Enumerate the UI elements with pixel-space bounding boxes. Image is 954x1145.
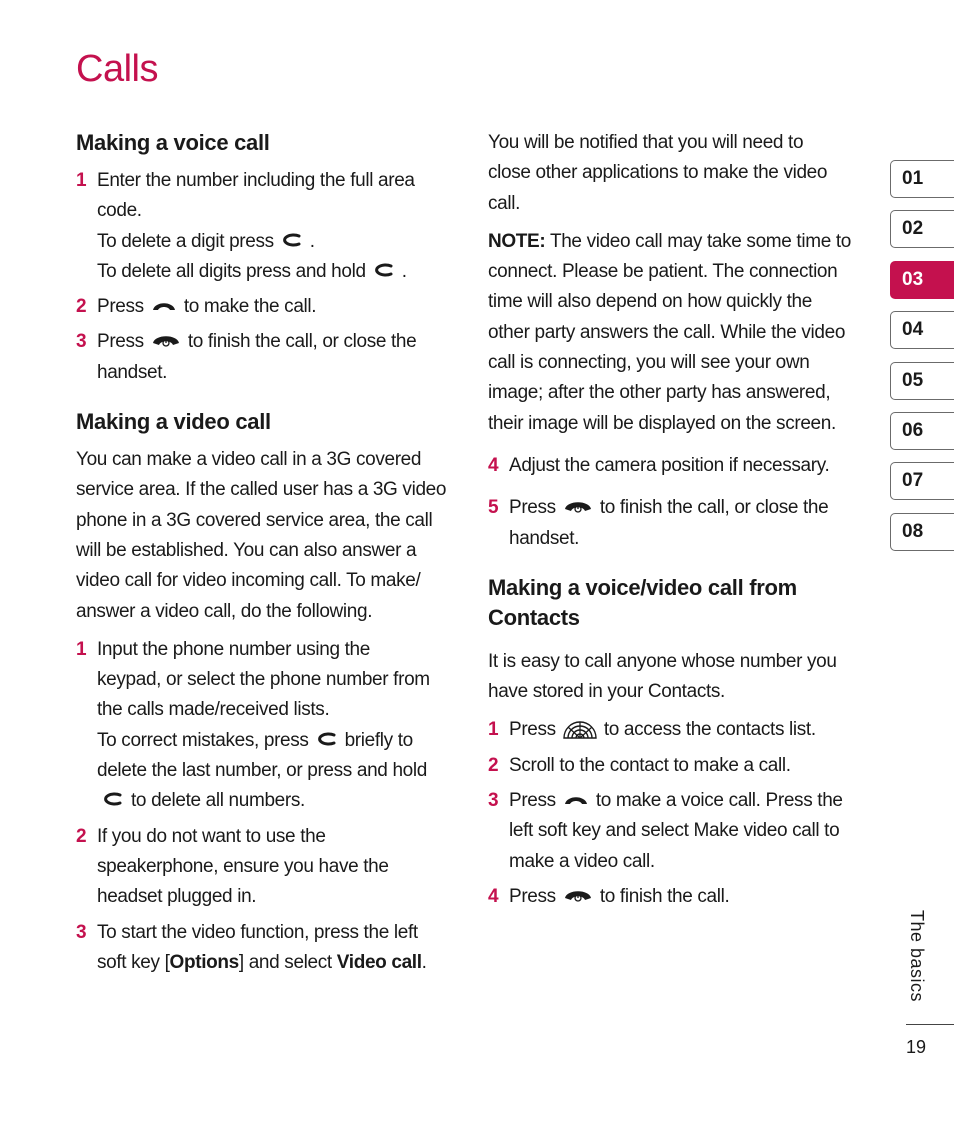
left-column xyxy=(76,128,466,983)
step-number: 4 xyxy=(488,454,499,476)
step-text: . xyxy=(421,951,427,973)
note-label: NOTE: xyxy=(488,230,546,252)
step-text: To start the video function, press the left xyxy=(97,921,418,943)
heading-line: Making a voice/video call from xyxy=(488,574,797,600)
step-text: Scroll to the contact to make a call. xyxy=(509,754,791,776)
step-text: speakerphone, ensure you have the xyxy=(97,855,389,877)
video-step-1 xyxy=(76,635,466,817)
step-text: Press xyxy=(509,885,556,907)
para-line: other party answers the call. While the video xyxy=(488,321,846,343)
step-text: left soft key and select Make video call to xyxy=(509,820,840,842)
section-label: The basics xyxy=(907,910,927,1003)
step-number: 2 xyxy=(488,754,499,776)
intro-line: will be established. You can also answer a xyxy=(76,539,417,561)
heading-line: Contacts xyxy=(488,604,580,630)
para-line: call is connecting, you will see your own xyxy=(488,352,810,374)
chapter-tab-06[interactable]: 06 xyxy=(890,412,954,450)
step-text: handset. xyxy=(509,527,580,549)
end-key-icon xyxy=(562,498,594,514)
chapter-tab-08[interactable]: 08 xyxy=(890,513,954,551)
step-number: 3 xyxy=(76,921,87,943)
step-number: 3 xyxy=(488,790,499,812)
para-line: call. xyxy=(488,192,521,214)
contacts-intro xyxy=(488,647,878,708)
page-number: 19 xyxy=(906,1037,927,1057)
video-step-2 xyxy=(76,822,466,913)
step-text: Enter the number including the full area xyxy=(97,170,415,191)
para-line: It is easy to call anyone whose number you xyxy=(488,650,837,672)
step-text: to finish the call, or close the xyxy=(187,331,417,353)
video-step-3 xyxy=(76,918,466,979)
step-number: 4 xyxy=(488,885,499,907)
para-line: their image will be displayed on the screen. xyxy=(488,412,836,434)
step-number: 3 xyxy=(76,331,87,353)
step-text: Press xyxy=(509,719,556,741)
page-title: Calls xyxy=(76,48,158,90)
step-text: . xyxy=(309,230,315,252)
video-call-heading: Making a video call xyxy=(76,409,271,435)
intro-line: service area. If the called user has a 3G video xyxy=(76,479,447,501)
step-text: to make the call. xyxy=(183,296,317,318)
notify-paragraph xyxy=(488,128,878,219)
step-text: To correct mistakes, press xyxy=(97,729,309,751)
section-divider xyxy=(906,1024,954,1025)
chapter-tab-03-active[interactable]: 03 xyxy=(890,261,954,299)
contacts-step-2 xyxy=(488,751,878,781)
step-text: To delete a digit press xyxy=(97,230,274,252)
chapter-tab-01[interactable]: 01 xyxy=(890,160,954,198)
step-text: headset plugged in. xyxy=(97,886,257,908)
step-text: If you do not want to use the xyxy=(97,825,326,847)
chapter-tab-04[interactable]: 04 xyxy=(890,311,954,349)
step-text: make a video call. xyxy=(509,850,655,872)
step-number: 1 xyxy=(76,170,87,191)
step-text: handset. xyxy=(97,361,168,383)
chapter-tab-05[interactable]: 05 xyxy=(890,362,954,400)
para-line: image; after the other party has answered, xyxy=(488,382,831,404)
options-softkey-label: Options xyxy=(169,951,239,973)
para-line: connect. Please be patient. The connection xyxy=(488,261,838,283)
contacts-key-icon xyxy=(562,714,598,740)
step-text: soft key [ xyxy=(97,951,170,973)
step-text: code. xyxy=(97,200,142,222)
clear-key-icon xyxy=(280,231,304,249)
video-step-5 xyxy=(488,493,878,554)
step-text: Press xyxy=(97,296,144,318)
step-text: . xyxy=(401,260,407,282)
voice-step-1 xyxy=(76,166,466,287)
step-text: Adjust the camera position if necessary. xyxy=(509,454,830,476)
note-paragraph xyxy=(488,227,878,439)
step-number: 1 xyxy=(76,638,87,660)
video-intro xyxy=(76,445,466,627)
contacts-step-4 xyxy=(488,882,878,912)
step-text: the calls made/received lists. xyxy=(97,699,330,721)
video-step-4 xyxy=(488,451,878,481)
clear-key-icon xyxy=(101,790,125,808)
end-key-icon xyxy=(150,332,182,348)
step-number: 1 xyxy=(488,719,499,741)
voice-step-2 xyxy=(76,292,466,322)
contacts-step-1 xyxy=(488,715,878,745)
send-key-icon xyxy=(562,791,590,807)
intro-line: phone in a 3G covered service area, the call xyxy=(76,509,433,531)
step-text: to finish the call, or close the xyxy=(599,497,829,519)
video-call-option-label: Video call xyxy=(336,951,422,973)
intro-line: answer a video call, do the following. xyxy=(76,600,373,622)
step-text: briefly to xyxy=(344,729,413,751)
chapter-tab-07[interactable]: 07 xyxy=(890,462,954,500)
right-column xyxy=(488,128,878,917)
end-key-icon xyxy=(562,887,594,903)
para-line: close other applications to make the video xyxy=(488,162,828,184)
chapter-tabs xyxy=(890,160,954,563)
contacts-call-heading xyxy=(488,573,878,633)
voice-step-3 xyxy=(76,327,466,388)
step-text: to make a voice call. Press the xyxy=(595,790,843,812)
voice-call-heading: Making a voice call xyxy=(76,130,270,155)
clear-key-icon xyxy=(372,261,396,279)
step-text: ] and select xyxy=(238,951,332,973)
step-text: to finish the call. xyxy=(599,885,730,907)
contacts-step-3 xyxy=(488,786,878,877)
send-key-icon xyxy=(150,297,178,313)
step-text: to delete all numbers. xyxy=(131,790,305,812)
step-text: Press xyxy=(509,790,556,812)
step-text: To delete all digits press and hold xyxy=(97,260,366,282)
chapter-tab-02[interactable]: 02 xyxy=(890,210,954,248)
step-text: Input the phone number using the xyxy=(97,638,370,660)
clear-key-icon xyxy=(315,730,339,748)
step-number: 2 xyxy=(76,296,87,318)
para-line: time will also depend on how quickly the xyxy=(488,291,812,313)
step-text: delete the last number, or press and hold xyxy=(97,760,427,782)
intro-line: video call for video incoming call. To make/ xyxy=(76,570,421,592)
para-line: have stored in your Contacts. xyxy=(488,681,725,703)
step-text: keypad, or select the phone number from xyxy=(97,669,430,691)
step-number: 5 xyxy=(488,497,499,519)
step-text: Press xyxy=(509,497,556,519)
step-text: Press xyxy=(97,331,144,353)
step-text: to access the contacts list. xyxy=(603,719,816,741)
intro-line: You can make a video call in a 3G covered xyxy=(76,449,422,471)
para-line: You will be notified that you will need to xyxy=(488,132,804,153)
para-line: The video call may take some time to xyxy=(549,230,851,252)
step-number: 2 xyxy=(76,825,87,847)
